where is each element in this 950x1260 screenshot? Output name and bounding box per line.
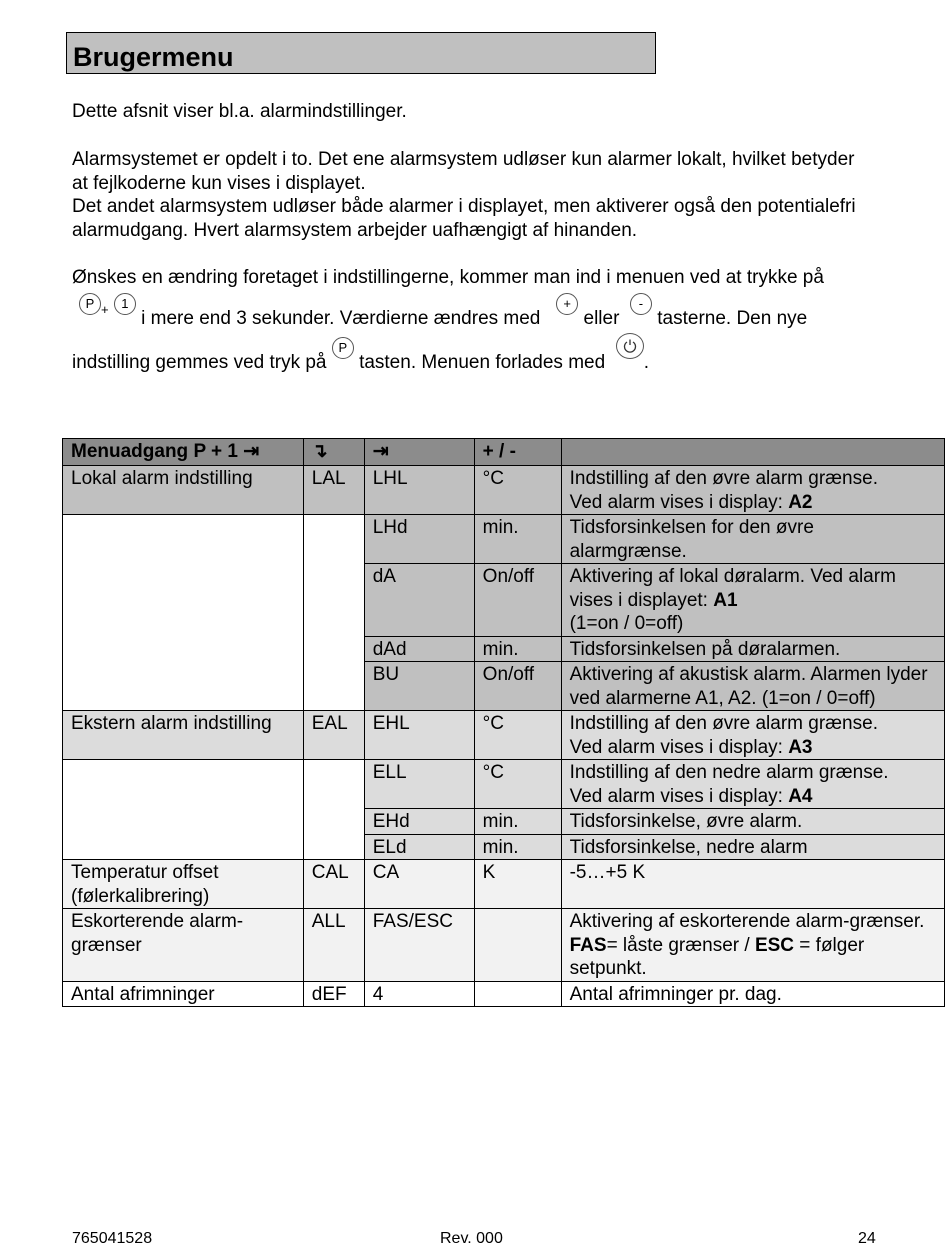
header-plus-minus: + / - (474, 439, 561, 466)
table-row: ELL °C Indstilling af den nedre alarm grænse. Ved alarm vises i display: A4 (63, 760, 945, 809)
header-down-icon: ↴ (303, 439, 364, 466)
table-header (63, 439, 945, 466)
section-title-box (66, 32, 656, 74)
menu-instructions-line3: indstilling gemmes ved tryk på P tasten. Menuen forlades med . (72, 351, 649, 377)
power-key-icon (616, 333, 644, 359)
alarm-description: Alarmsystemet er opdelt i to. Det ene alarmsystem udløser kun alarmer lokalt, hvilket betyder at fejlkoderne kun vises i displayet. Det andet alarmsystem udløser både alarmer i displayet, men aktiverer også den potentialefri alarmudgang. Hvert alarmsystem arbejder uafhængigt af hinanden. (72, 149, 856, 241)
table-row: dA On/off Aktivering af lokal døralarm. Ved alarm vises i displayet: A1 (1=on / 0=off) (63, 564, 945, 637)
header-description (561, 439, 944, 466)
plus-key-icon: + (556, 293, 578, 315)
table-row: ELd min. Tidsforsinkelse, nedre alarm (63, 834, 945, 860)
table-row: Ekstern alarm indstilling EAL EHL °C Indstilling af den øvre alarm grænse. Ved alarm vises i display: A3 (63, 711, 945, 760)
table-row: Lokal alarm indstilling LAL LHL °C Indstilling af den øvre alarm grænse. Ved alarm vises i display: A2 (63, 466, 945, 515)
table-row: Temperatur offset (følerkalibrering) CAL CA K -5…+5 K (63, 860, 945, 909)
section-title: Brugermenu (73, 42, 234, 72)
menu-instructions-line2: P + 1 i mere end 3 sekunder. Værdierne ændres med + eller - tasterne. Den nye (79, 307, 807, 332)
minus-key-icon: - (630, 293, 652, 315)
p-key-icon: P (332, 337, 354, 359)
footer-doc-number: 765041528 (72, 1230, 153, 1247)
table-row: dAd min. Tidsforsinkelsen på døralarmen. (63, 636, 945, 662)
p-key-icon: P (79, 293, 101, 315)
table-row: LHd min. Tidsforsinkelsen for den øvre alarmgrænse. (63, 515, 945, 564)
settings-table (62, 438, 945, 1007)
header-menu-access: Menuadgang P + 1 ⇥ (63, 439, 304, 466)
table-row: Antal afrimninger dEF 4 Antal afrimninger pr. dag. (63, 981, 945, 1007)
footer-revision: Rev. 000 (440, 1230, 503, 1247)
one-key-icon: 1 (114, 293, 136, 315)
table-row: Eskorterende alarm-grænser ALL FAS/ESC Aktivering af eskorterende alarm-grænser. FAS= låste grænser / ESC = følger setpunkt. (63, 909, 945, 982)
footer-page-number: 24 (858, 1230, 876, 1247)
menu-instructions: Ønskes en ændring foretaget i indstillingerne, kommer man ind i menuen ved at trykke på (72, 267, 824, 288)
table-row: EHd min. Tidsforsinkelse, øvre alarm. (63, 809, 945, 835)
intro-text: Dette afsnit viser bl.a. alarmindstillinger. (72, 101, 407, 122)
table-row: BU On/off Aktivering af akustisk alarm. Alarmen lyder ved alarmerne A1, A2. (1=on / 0=off) (63, 662, 945, 711)
header-tab-icon: ⇥ (364, 439, 474, 466)
